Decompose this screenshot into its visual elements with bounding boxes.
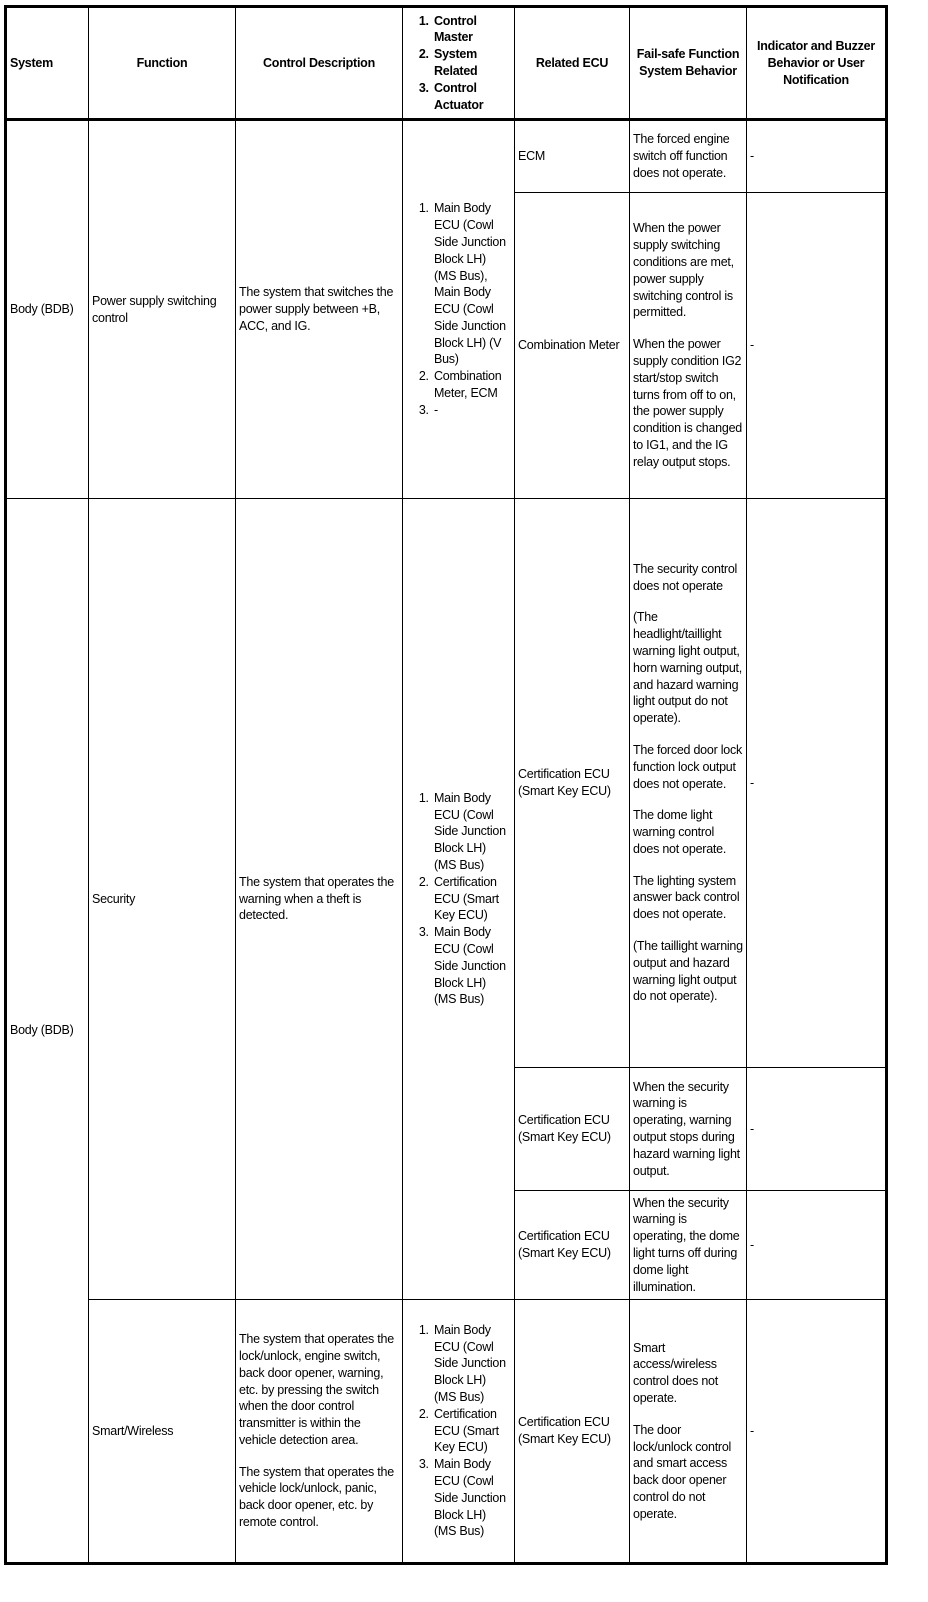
function-cell: Smart/Wireless: [89, 1300, 236, 1564]
failsafe-text: (The taillight warning output and hazard warning light output do not operate).: [633, 939, 743, 1004]
header-control-list: [403, 7, 515, 120]
table-row: [6, 499, 887, 1068]
control-item: 2. Certification ECU (Smart Key ECU): [432, 874, 511, 924]
control-item: 3. -: [432, 402, 511, 419]
control-item: 2. Certification ECU (Smart Key ECU): [432, 1406, 511, 1456]
system-cell: Body (BDB): [6, 120, 89, 499]
ecu-cell: Certification ECU (Smart Key ECU): [515, 1300, 630, 1564]
indicator-cell: -: [747, 1300, 887, 1564]
failsafe-text: The forced engine switch off function does not operate.: [633, 132, 730, 180]
description-text: The system that operates the lock/unlock, engine switch, back door opener, warning, etc. by pressing the switch when the door control transmitter is within the vehicle detection area.: [239, 1332, 394, 1447]
failsafe-text: Smart access/wireless control does not operate.: [633, 1340, 718, 1405]
control-item: 1. Main Body ECU (Cowl Side Junction Block LH) (MS Bus): [432, 790, 511, 874]
failsafe-cell: [630, 193, 747, 499]
failsafe-text: When the power supply condition IG2 start/stop switch turns from off to on, the power supply condition is changed to IG1, and the IG relay output stops.: [633, 337, 742, 469]
indicator-cell: -: [747, 193, 887, 499]
control-cell: [403, 120, 515, 499]
failsafe-text: When the security warning is operating, the dome light turns off during dome light illumination.: [633, 1195, 740, 1294]
header-system: System: [6, 7, 89, 120]
system-cell: Body (BDB): [6, 499, 89, 1564]
indicator-cell: -: [747, 120, 887, 193]
description-text: The system that operates the vehicle lock/unlock, panic, back door opener, etc. by remote control.: [239, 1464, 394, 1530]
control-item: 3. Main Body ECU (Cowl Side Junction Block LH) (MS Bus): [432, 924, 511, 1008]
header-row: [6, 7, 887, 120]
failsafe-text: When the power supply switching conditions are met, power supply switching control is permitted.: [633, 221, 734, 320]
indicator-cell: -: [747, 1068, 887, 1191]
function-cell: Power supply switching control: [89, 120, 236, 499]
header-control-master: 1. Control Master: [432, 13, 511, 47]
header-failsafe: Fail-safe Function System Behavior: [630, 7, 747, 120]
ecu-cell: Combination Meter: [515, 193, 630, 499]
table-row: [6, 1300, 887, 1564]
failsafe-text: The security control does not operate: [633, 561, 738, 593]
indicator-cell: -: [747, 1191, 887, 1300]
failsafe-text: When the security warning is operating, warning output stops during hazard warning light output.: [633, 1079, 740, 1178]
header-system-related: 2. System Related: [432, 46, 511, 80]
description-cell: [236, 1300, 403, 1564]
failsafe-cell: [630, 499, 747, 1068]
control-item: 3. Main Body ECU (Cowl Side Junction Block LH) (MS Bus): [432, 1456, 511, 1540]
description-cell: [236, 120, 403, 499]
control-cell: [403, 499, 515, 1300]
table-row: [6, 120, 887, 193]
description-text: The system that switches the power supply between +B, ACC, and IG.: [239, 285, 394, 333]
description-cell: [236, 499, 403, 1300]
ecu-cell: Certification ECU (Smart Key ECU): [515, 1191, 630, 1300]
failsafe-text: The door lock/unlock control and smart access back door opener control do not operate.: [633, 1422, 732, 1521]
control-cell: [403, 1300, 515, 1564]
failsafe-text: The lighting system answer back control does not operate.: [633, 873, 740, 922]
failsafe-cell: [630, 1300, 747, 1564]
control-item: 1. Main Body ECU (Cowl Side Junction Block LH) (MS Bus), Main Body ECU (Cowl Side Junction Block LH) (V Bus): [432, 200, 511, 368]
header-control-actuator: 3. Control Actuator: [432, 80, 511, 114]
failsafe-table: [4, 5, 888, 1565]
function-cell: Security: [89, 499, 236, 1300]
failsafe-text: The dome light warning control does not operate.: [633, 808, 727, 856]
failsafe-cell: [630, 120, 747, 193]
control-item: 1. Main Body ECU (Cowl Side Junction Block LH) (MS Bus): [432, 1322, 511, 1406]
indicator-cell: -: [747, 499, 887, 1068]
header-indicator: Indicator and Buzzer Behavior or User Notification: [747, 7, 887, 120]
control-item: 2. Combination Meter, ECM: [432, 368, 511, 402]
ecu-cell: Certification ECU (Smart Key ECU): [515, 1068, 630, 1191]
failsafe-cell: [630, 1191, 747, 1300]
failsafe-text: The forced door lock function lock output does not operate.: [633, 742, 742, 791]
header-related-ecu: Related ECU: [515, 7, 630, 120]
ecu-cell: ECM: [515, 120, 630, 193]
failsafe-cell: [630, 1068, 747, 1191]
header-function: Function: [89, 7, 236, 120]
failsafe-text: (The headlight/taillight warning light output, horn warning output, and hazard warning light output do not operate).: [633, 610, 742, 726]
header-control-description: Control Description: [236, 7, 403, 120]
ecu-cell: Certification ECU (Smart Key ECU): [515, 499, 630, 1068]
description-text: The system that operates the warning when a theft is detected.: [239, 874, 394, 923]
